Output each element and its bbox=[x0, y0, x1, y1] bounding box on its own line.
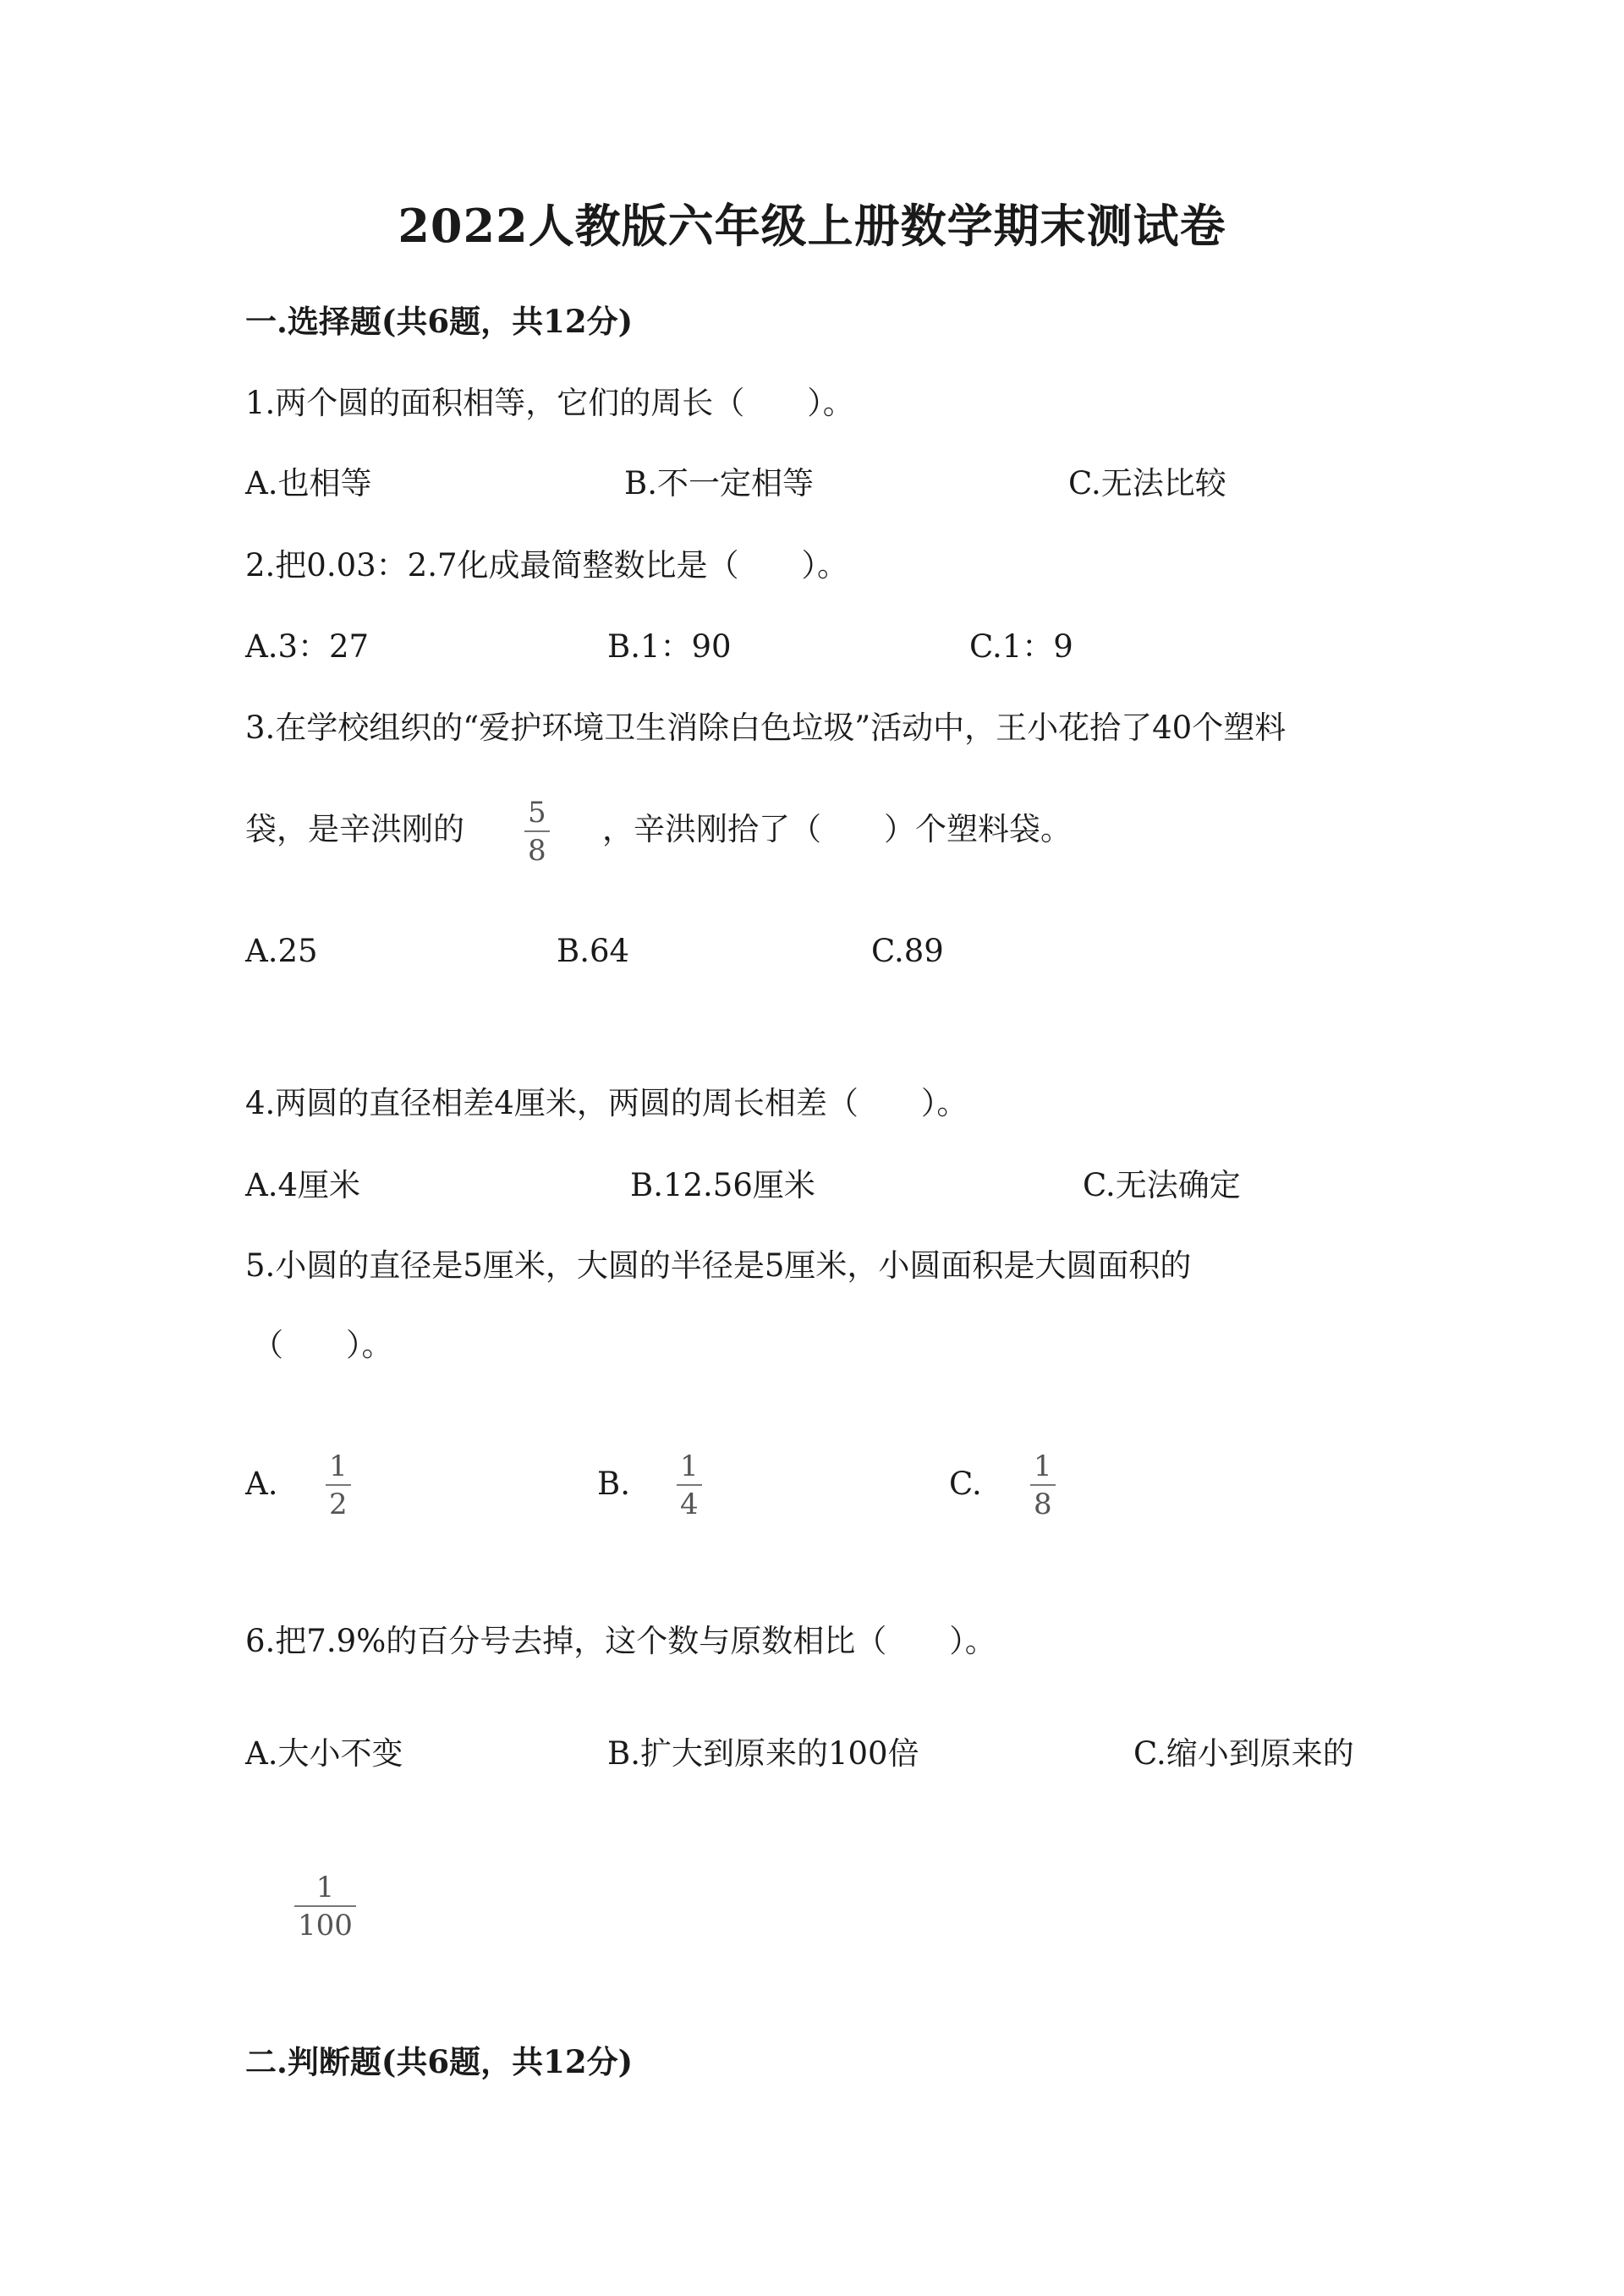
fraction-denominator: 8 bbox=[1034, 1488, 1052, 1521]
question-2-option-a: A.3：27 bbox=[245, 628, 370, 665]
question-5-option-b-label: B. bbox=[597, 1466, 630, 1502]
question-6-option-c: C.缩小到原来的 bbox=[1133, 1735, 1354, 1772]
question-6-stem: 6.把7.9%的百分号去掉，这个数与原数相比（ ）。 bbox=[245, 1623, 996, 1659]
question-5-option-a-fraction bbox=[326, 1449, 351, 1521]
question-3-stem-line1: 3.在学校组织的“爱护环境卫生消除白色垃圾”活动中，王小花拾了40个塑料 bbox=[245, 710, 1287, 746]
fraction-numerator: 1 bbox=[315, 1871, 335, 1904]
question-5-option-c-fraction bbox=[1030, 1449, 1056, 1521]
section-heading-true-false: 二.判断题(共6题，共12分) bbox=[245, 2043, 634, 2080]
question-3-option-b: B.64 bbox=[557, 933, 630, 969]
page-title: 2022人教版六年级上册数学期末测试卷 bbox=[398, 199, 1226, 253]
question-3-stem-before-fraction: 袋，是辛洪刚的 bbox=[245, 811, 464, 847]
fraction-denominator: 100 bbox=[298, 1909, 353, 1943]
question-4-option-c: C.无法确定 bbox=[1083, 1167, 1241, 1203]
fraction-numerator: 1 bbox=[680, 1449, 699, 1483]
fraction-denominator: 2 bbox=[329, 1488, 348, 1521]
question-5-option-b-fraction bbox=[677, 1449, 702, 1521]
fraction-numerator: 1 bbox=[1034, 1449, 1052, 1483]
question-1-option-b: B.不一定相等 bbox=[624, 465, 814, 501]
question-1-option-a: A.也相等 bbox=[245, 465, 372, 501]
question-3-fraction bbox=[524, 796, 550, 868]
question-5-option-a-label: A. bbox=[245, 1466, 278, 1502]
question-4-stem: 4.两圆的直径相差4厘米，两圆的周长相差（ ）。 bbox=[245, 1085, 968, 1121]
question-2-option-b: B.1：90 bbox=[607, 628, 732, 665]
question-5-stem-line2: （ ）。 bbox=[252, 1327, 393, 1363]
question-2-stem: 2.把0.03：2.7化成最简整数比是（ ）。 bbox=[245, 547, 849, 584]
question-1-stem: 1.两个圆的面积相等，它们的周长（ ）。 bbox=[245, 385, 854, 421]
question-3-option-c: C.89 bbox=[871, 933, 944, 969]
fraction-denominator: 4 bbox=[680, 1488, 699, 1521]
question-6-option-b: B.扩大到原来的100倍 bbox=[607, 1735, 919, 1772]
fraction-numerator: 1 bbox=[329, 1449, 348, 1483]
fraction-denominator: 8 bbox=[528, 834, 546, 868]
question-5-stem-line1: 5.小圆的直径是5厘米，大圆的半径是5厘米，小圆面积是大圆面积的 bbox=[245, 1247, 1192, 1284]
question-6-option-a: A.大小不变 bbox=[245, 1735, 403, 1772]
question-2-option-c: C.1：9 bbox=[969, 628, 1073, 665]
section-heading-choice: 一.选择题(共6题，共12分) bbox=[245, 303, 634, 340]
question-3-option-a: A.25 bbox=[245, 933, 318, 969]
question-4-option-a: A.4厘米 bbox=[245, 1167, 361, 1203]
question-5-option-c-label: C. bbox=[949, 1466, 982, 1502]
question-6-option-c-fraction bbox=[294, 1871, 356, 1943]
question-3-stem-after-fraction: ，辛洪刚拾了（ ）个塑料袋。 bbox=[602, 811, 1072, 847]
question-1-option-c: C.无法比较 bbox=[1068, 465, 1226, 501]
fraction-numerator: 5 bbox=[528, 796, 546, 830]
question-4-option-b: B.12.56厘米 bbox=[630, 1167, 815, 1203]
